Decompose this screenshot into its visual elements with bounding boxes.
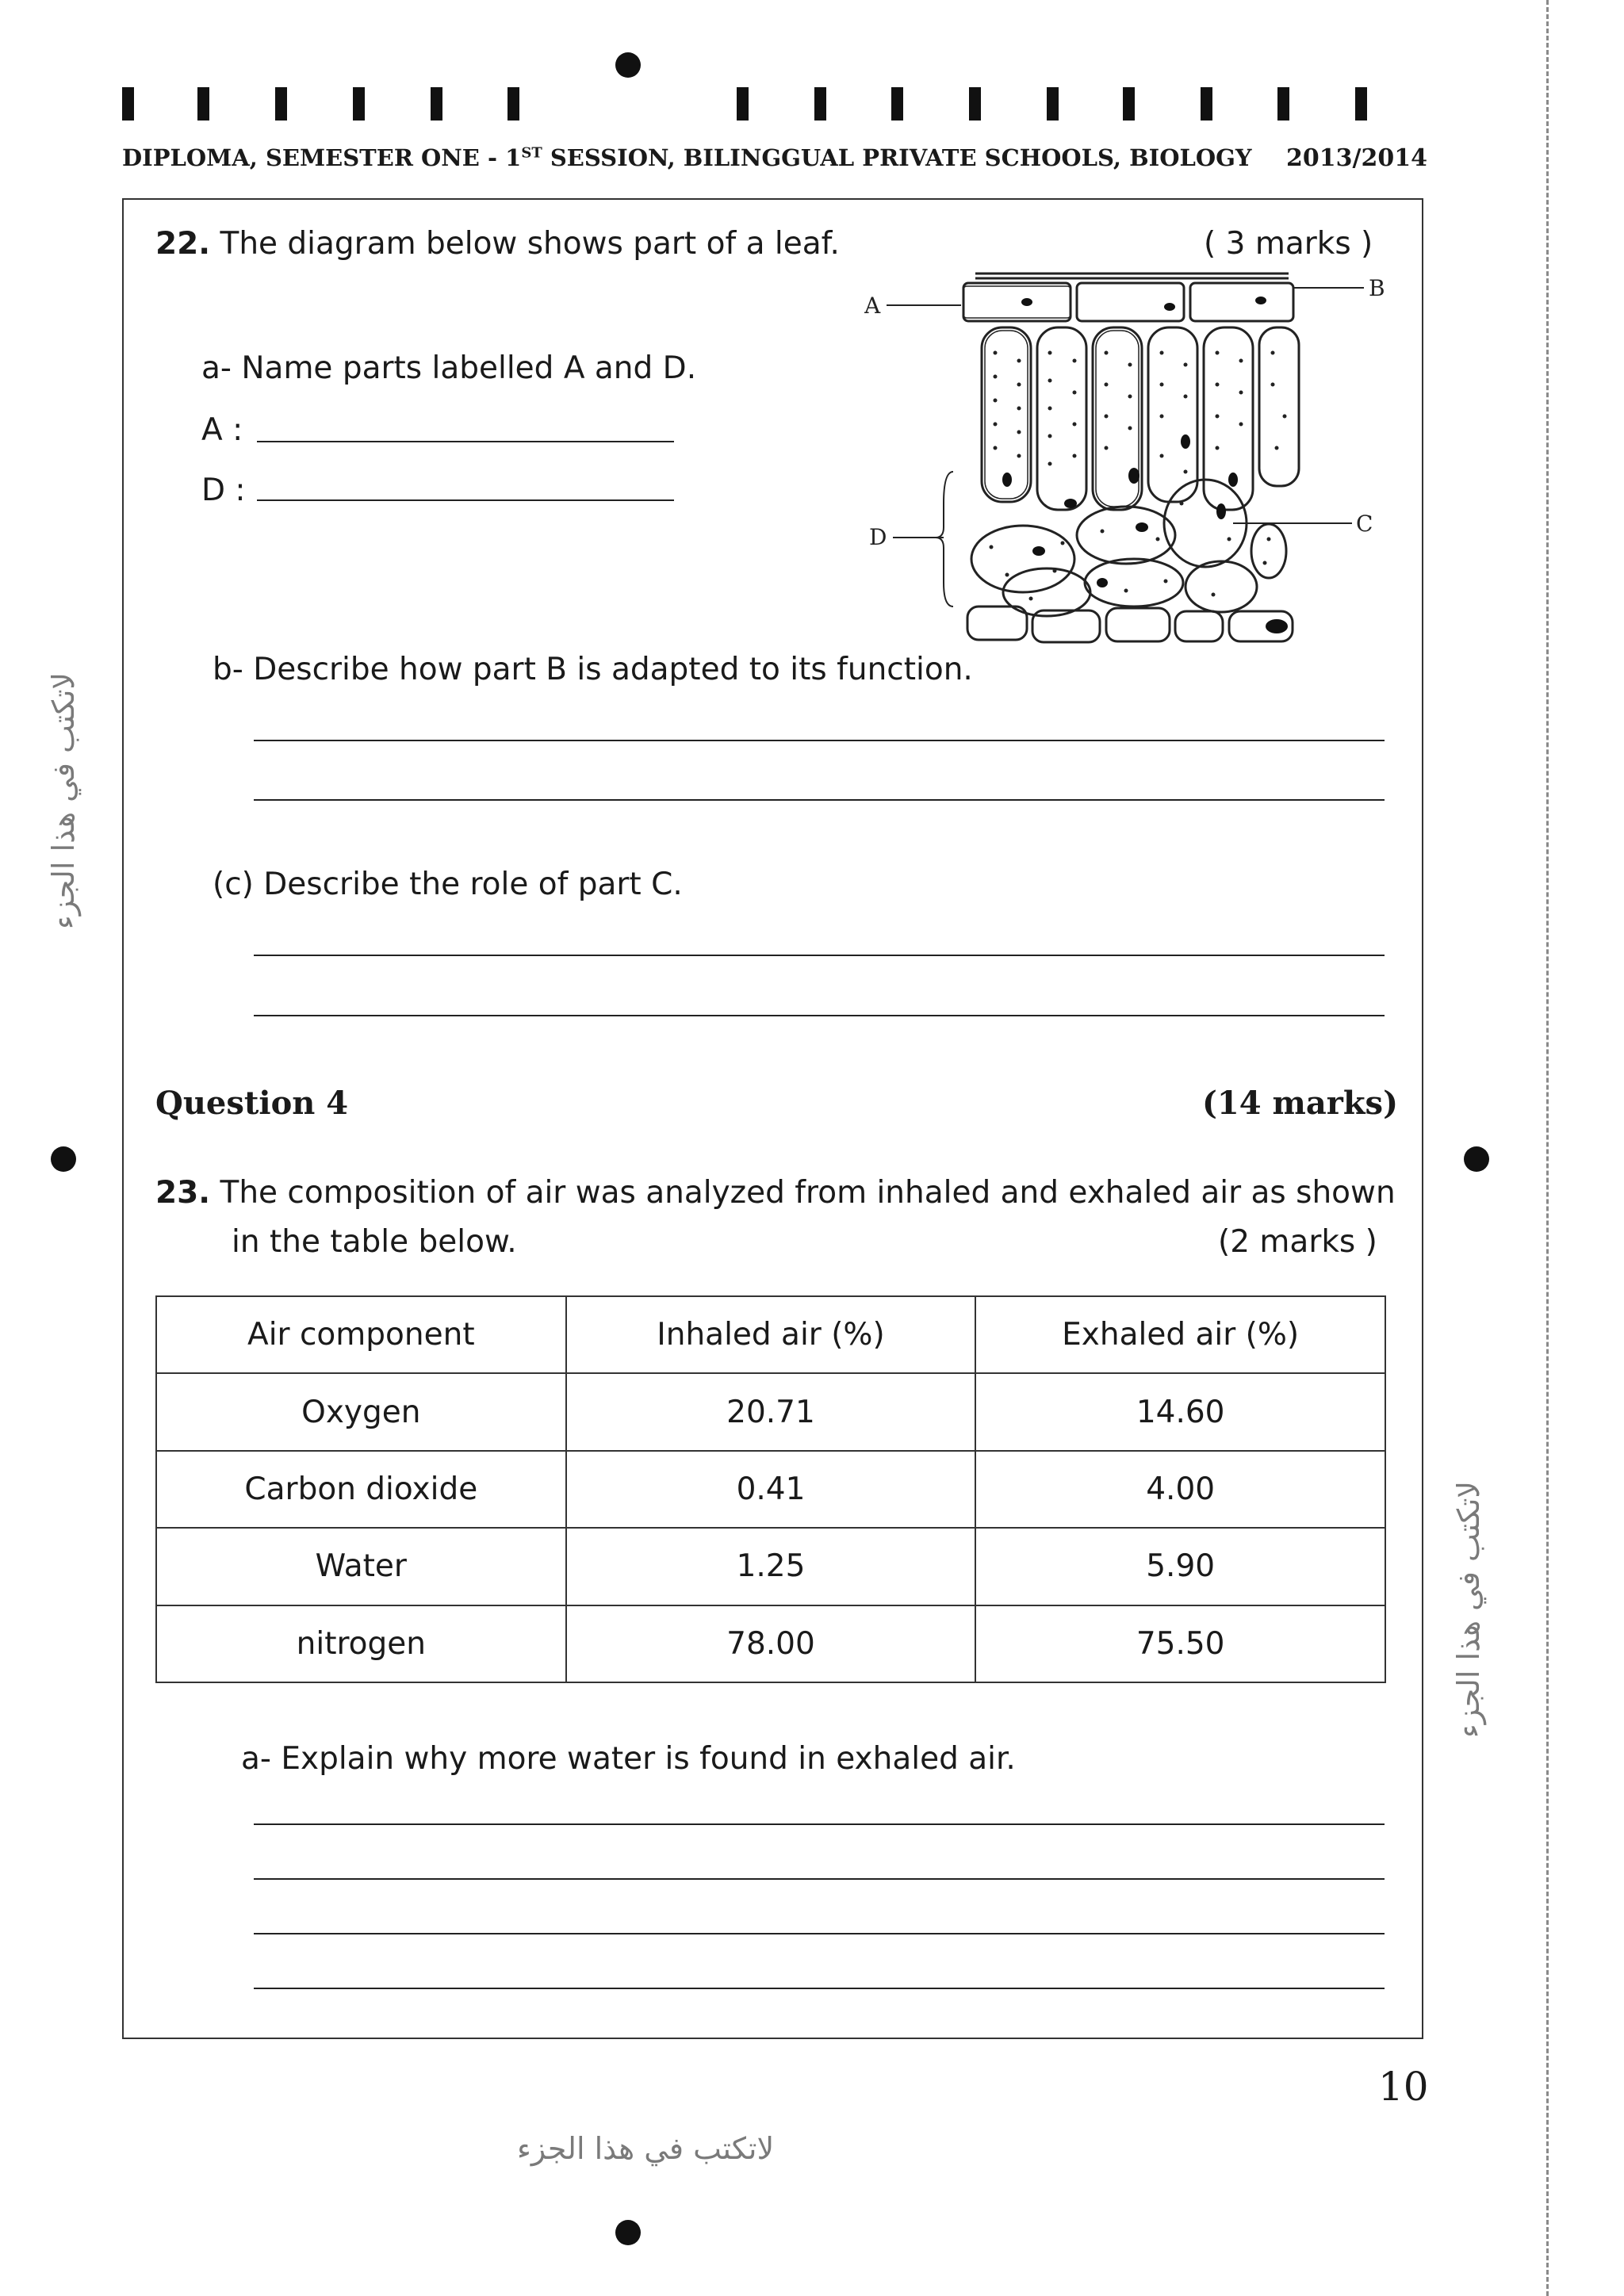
cut-line bbox=[1546, 0, 1549, 2296]
page-number: 10 bbox=[1378, 2064, 1429, 2110]
q22-label-d: D : bbox=[201, 473, 246, 508]
table-cell: 20.71 bbox=[566, 1373, 976, 1450]
diagram-label-c: C bbox=[1356, 511, 1373, 537]
air-composition-table bbox=[155, 1295, 1386, 1683]
table-cell: 78.00 bbox=[566, 1605, 976, 1682]
registration-dot-top bbox=[615, 52, 641, 78]
registration-dot-bottom bbox=[615, 2220, 641, 2245]
leaf-cross-section-diagram bbox=[864, 266, 1404, 646]
q22-part-b: b- Describe how part B is adapted to its function. bbox=[213, 652, 973, 687]
do-not-write-side-left: لاتكتب في هذا الجزء bbox=[46, 672, 81, 930]
answer-line-23a3[interactable] bbox=[254, 1933, 1385, 1934]
table-cell: 0.41 bbox=[566, 1451, 976, 1528]
do-not-write-footer: لاتكتب في هذا الجزء bbox=[517, 2131, 775, 2166]
diagram-label-d: D bbox=[869, 524, 887, 550]
table-header-cell: Inhaled air (%) bbox=[566, 1296, 976, 1373]
answer-line-c1[interactable] bbox=[254, 955, 1385, 956]
table-cell: Carbon dioxide bbox=[156, 1451, 566, 1528]
table-cell: 1.25 bbox=[566, 1528, 976, 1605]
q23-part-a: a- Explain why more water is found in exhaled air. bbox=[241, 1741, 1016, 1777]
table-cell: 5.90 bbox=[975, 1528, 1385, 1605]
diagram-label-b: B bbox=[1369, 275, 1385, 301]
table-cell: 4.00 bbox=[975, 1451, 1385, 1528]
table-header-row bbox=[156, 1296, 1385, 1373]
table-row bbox=[156, 1373, 1385, 1450]
q22-label-a: A : bbox=[201, 412, 243, 448]
table-cell: 14.60 bbox=[975, 1373, 1385, 1450]
answer-line-a[interactable] bbox=[257, 441, 674, 442]
table-row bbox=[156, 1528, 1385, 1605]
answer-line-c2[interactable] bbox=[254, 1015, 1385, 1016]
answer-line-23a1[interactable] bbox=[254, 1823, 1385, 1825]
table-header-cell: Exhaled air (%) bbox=[975, 1296, 1385, 1373]
question-4-marks: (14 marks) bbox=[1202, 1085, 1398, 1122]
answer-line-d[interactable] bbox=[257, 499, 674, 501]
do-not-write-side-right: لاتكتب في هذا الجزء bbox=[1451, 1480, 1486, 1739]
table-header-cell: Air component bbox=[156, 1296, 566, 1373]
q22-prompt: 22. The diagram below shows part of a leaf. bbox=[155, 226, 840, 262]
page-header-title: DIPLOMA, SEMESTER ONE - 1ST SESSION, BILINGGUAL PRIVATE SCHOOLS, BIOLOGY bbox=[122, 144, 1252, 171]
diagram-label-a: A bbox=[864, 293, 881, 319]
registration-dot-right bbox=[1464, 1146, 1489, 1172]
q22-part-c: (c) Describe the role of part C. bbox=[213, 867, 683, 902]
answer-line-b2[interactable] bbox=[254, 799, 1385, 801]
q22-marks: ( 3 marks ) bbox=[1204, 226, 1373, 262]
table-cell: 75.50 bbox=[975, 1605, 1385, 1682]
table-cell: nitrogen bbox=[156, 1605, 566, 1682]
q23-prompt-line2: in the table below. bbox=[232, 1224, 517, 1260]
question-4-title: Question 4 bbox=[155, 1085, 349, 1122]
table-row bbox=[156, 1451, 1385, 1528]
q23-prompt-line1: 23. The composition of air was analyzed from inhaled and exhaled air as shown bbox=[155, 1175, 1396, 1211]
answer-line-23a2[interactable] bbox=[254, 1878, 1385, 1880]
table-cell: Water bbox=[156, 1528, 566, 1605]
table-cell: Oxygen bbox=[156, 1373, 566, 1450]
registration-dot-left bbox=[51, 1146, 76, 1172]
q23-marks: (2 marks ) bbox=[1218, 1224, 1377, 1260]
page-header-year: 2013/2014 bbox=[1286, 144, 1427, 172]
q22-part-a: a- Name parts labelled A and D. bbox=[201, 350, 697, 386]
table-row bbox=[156, 1605, 1385, 1682]
answer-line-23a4[interactable] bbox=[254, 1988, 1385, 1989]
answer-line-b1[interactable] bbox=[254, 740, 1385, 741]
